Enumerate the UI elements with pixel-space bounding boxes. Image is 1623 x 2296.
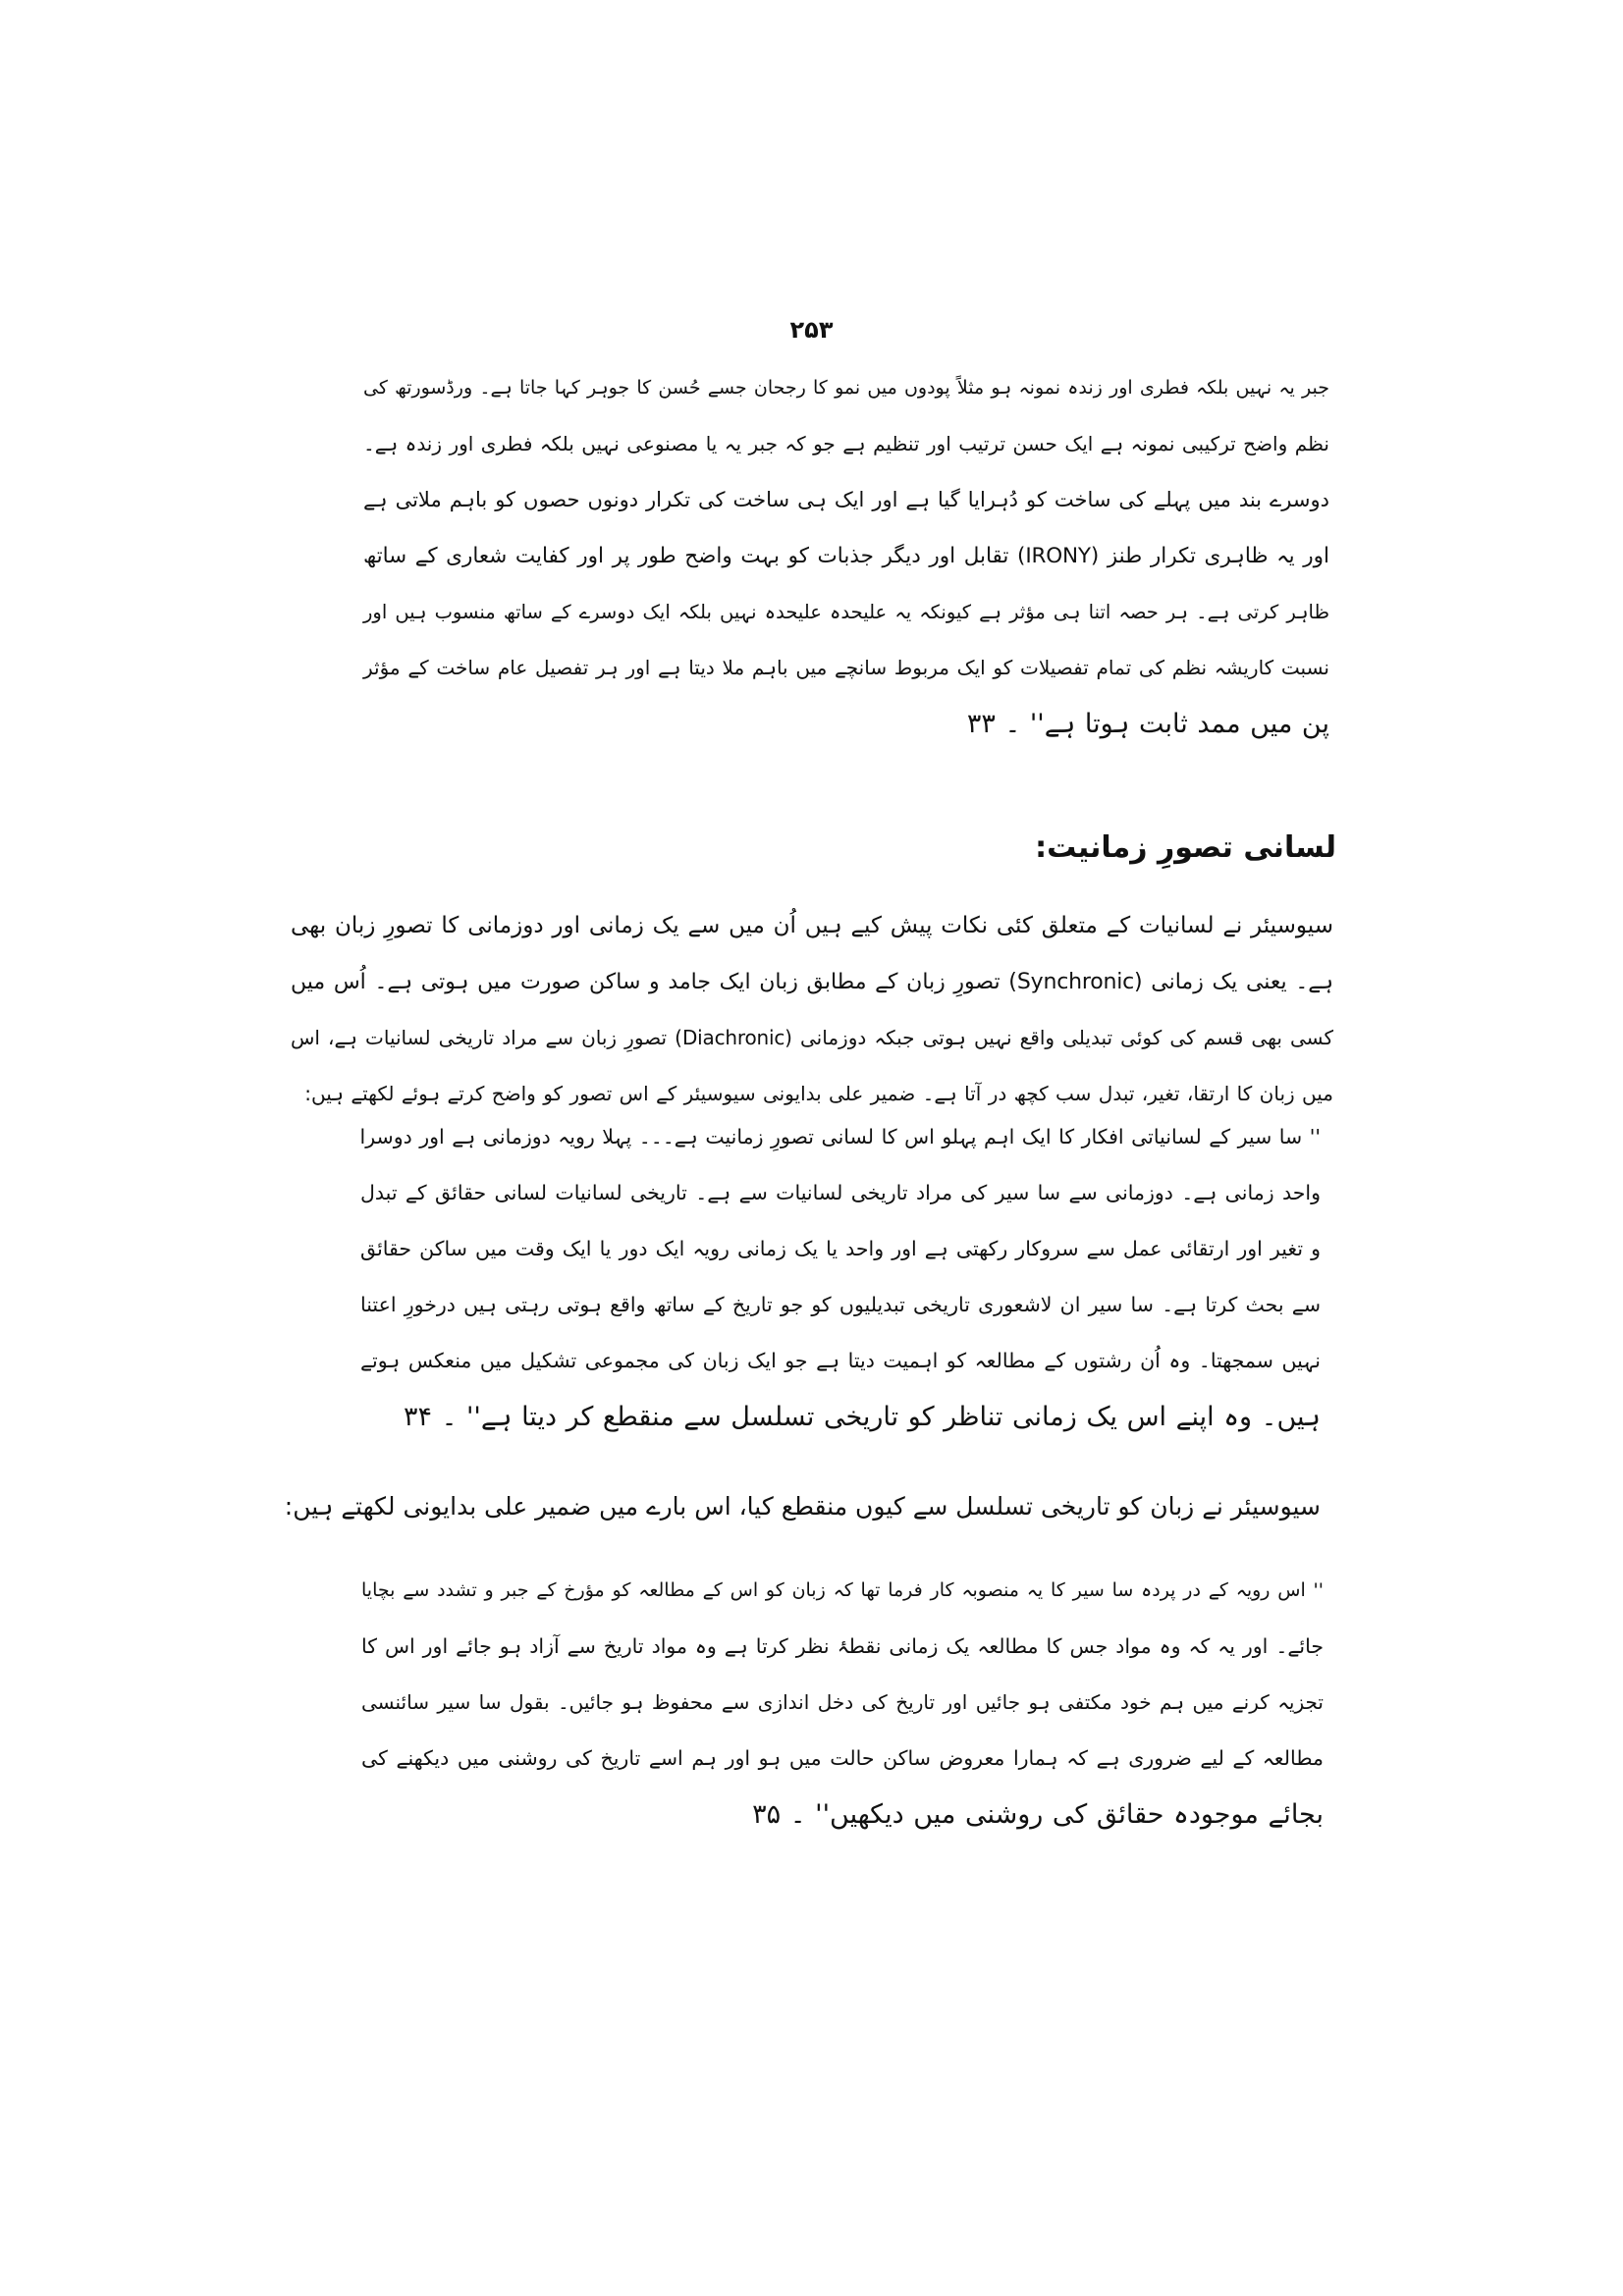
text-line: پن میں ممد ثابت ہوتا ہے'' ۔ ۳۳ — [966, 709, 1329, 739]
section-heading: لسانی تصورِ زمانیت: — [1035, 830, 1336, 865]
text-line: اور یہ ظاہری تکرار طنز (IRONY) تقابل اور دیگر جذبات کو بہت واضح طور پر اور کفایت شعاری کے ساتھ — [363, 544, 1329, 568]
text-line: جبر یہ نہیں بلکہ فطری اور زندہ نمونہ ہو مثلاً پودوں میں نمو کا رجحان جسے حُسن کا جوہر کہا جاتا ہے۔ ورڈسورتھ کی — [363, 377, 1329, 399]
text-line: بجائے موجودہ حقائق کی روشنی میں دیکھیں'' ۔ ۳۵ — [752, 1799, 1324, 1830]
text-line: میں زبان کا ارتقا، تغیر، تبدل سب کچھ در آتا ہے۔ ضمیر علی بدایونی سیوسیئر کے اس تصور کو واضح کرتے ہوئے لکھتے ہیں: — [304, 1082, 1333, 1105]
text-line: ہیں۔ وہ اپنے اس یک زمانی تناظر کو تاریخی تسلسل سے منقطع کر دیتا ہے'' ۔ ۳۴ — [404, 1402, 1321, 1432]
text-line: تجزیہ کرنے میں ہم خود مکتفی ہو جائیں اور تاریخ کی دخل اندازی سے محفوظ ہو جائیں۔ بقول سا سیر سائنسی — [361, 1690, 1324, 1714]
text-line: ہے۔ یعنی یک زمانی (Synchronic) تصورِ زبان کے مطابق زبان ایک جامد و ساکن صورت میں ہوتی ہے۔ اُس میں — [291, 970, 1334, 994]
text-line: '' سا سیر کے لسانیاتی افکار کا ایک اہم پہلو اس کا لسانی تصورِ زمانیت ہے۔۔۔ پہلا رویہ دوزمانی ہے اور دوسرا — [359, 1125, 1321, 1148]
paragraph-body — [291, 898, 1333, 1122]
block-quote-first — [360, 1109, 1321, 1445]
text-line: '' اس رویہ کے در پردہ سا سیر کا یہ منصوبہ کار فرما تھا کہ زبان کو اس کے مطالعہ کو مؤرخ کے جبر و تشدد سے بچایا — [361, 1579, 1324, 1601]
block-quote-second — [361, 1563, 1324, 1842]
text-line: سے بحث کرتا ہے۔ سا سیر ان لاشعوری تاریخی تبدیلیوں کو جو تاریخ کے ساتھ واقع ہوتی رہتی ہیں درخورِ اعتنا — [360, 1293, 1321, 1316]
text-line: دوسرے بند میں پہلے کی ساخت کو دُہرایا گیا ہے اور ایک ہی ساخت کی تکرار دونوں حصوں کو باہم ملاتی ہے — [363, 488, 1329, 511]
quote-intro-line: سیوسیئر نے زبان کو تاریخی تسلسل سے کیوں منقطع کیا، اس بارے میں ضمیر علی بدایونی لکھتے ہیں: — [284, 1492, 1321, 1521]
paragraph-continuation — [363, 360, 1329, 752]
text-line: کسی بھی قسم کی کوئی تبدیلی واقع نہیں ہوتی جبکہ دوزمانی (Diachronic) تصورِ زبان سے مراد تاریخی لسانیات ہے، اس — [291, 1026, 1334, 1049]
text-line: جائے۔ اور یہ کہ وہ مواد جس کا مطالعہ یک زمانی نقطۂ نظر کرتا ہے وہ مواد تاریخ سے آزاد ہو جائے اور اس کا — [361, 1634, 1324, 1658]
text-line: نظم واضح ترکیبی نمونہ ہے ایک حسن ترتیب اور تنظیم ہے جو کہ جبر یہ یا مصنوعی نہیں بلکہ فطری اور زندہ ہے۔ — [363, 432, 1329, 455]
text-line: نسبت کاریشہ نظم کی تمام تفصیلات کو ایک مربوط سانچے میں باہم ملا دیتا ہے اور ہر تفصیل عام ساخت کے مؤثر — [363, 656, 1329, 679]
text-line: واحد زمانی ہے۔ دوزمانی سے سا سیر کی مراد تاریخی لسانیات سے ہے۔ تاریخی لسانیات لسانی حقائق کے تبدل — [360, 1181, 1321, 1204]
page-number: ۲۵۳ — [789, 316, 834, 344]
text-line: و تغیر اور ارتقائی عمل سے سروکار رکھتی ہے اور واحد یا یک زمانی رویہ ایک دور یا ایک وقت میں ساکن حقائق — [360, 1237, 1321, 1260]
text-line: ظاہر کرتی ہے۔ ہر حصہ اتنا ہی مؤثر ہے کیونکہ یہ علیحدہ علیحدہ نہیں بلکہ ایک دوسرے کے ساتھ منسوب ہیں اور — [363, 601, 1329, 623]
text-line: مطالعہ کے لیے ضروری ہے کہ ہمارا معروض ساکن حالت میں ہو اور ہم اسے تاریخ کی روشنی میں دیکھنے کی — [361, 1746, 1324, 1770]
text-line: سیوسیئر نے لسانیات کے متعلق کئی نکات پیش کیے ہیں اُن میں سے یک زمانی اور دوزمانی کا تصورِ زبان بھی — [291, 913, 1333, 938]
text-line: نہیں سمجھتا۔ وہ اُن رشتوں کے مطالعہ کو اہمیت دیتا ہے جو ایک زبان کی مجموعی تشکیل میں منعکس ہوتے — [360, 1349, 1321, 1372]
